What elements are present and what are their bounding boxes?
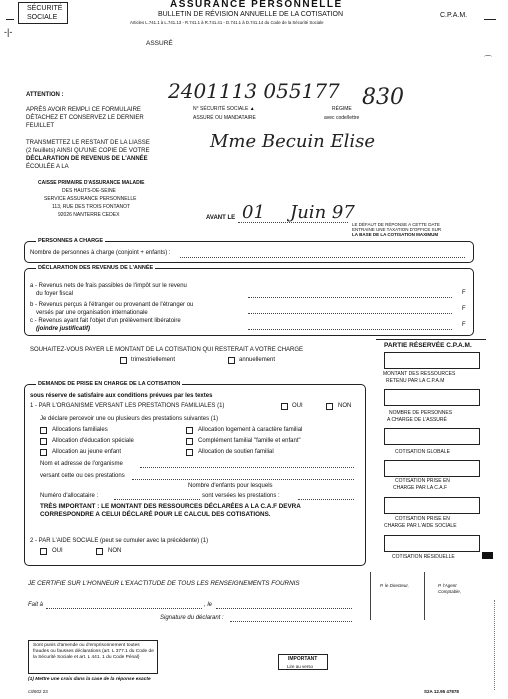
allocation-label: Allocation au jeune enfant [52, 449, 122, 455]
margin-cross: -|- [4, 27, 13, 37]
caisse-line: 92026 NANTERRE CEDEX [58, 212, 120, 218]
revenu-c-field[interactable] [248, 329, 452, 330]
revenu-b-label: b - Revenus perçus à l'étranger ou provenant de l'étranger ou [30, 302, 194, 308]
prise-declare: Je déclare percevoir une ou plusieurs des prestations suivantes (1) [40, 416, 219, 422]
education-speciale-checkbox[interactable] [40, 438, 47, 445]
allocation-label: Allocation de soutien familial [198, 449, 274, 455]
versant-label: versant cette ou ces prestations [40, 473, 125, 479]
scan-artifact [494, 600, 496, 690]
num-allocataire-label: Numéro d'allocataire : [40, 493, 99, 499]
fait-a-field[interactable] [46, 608, 202, 609]
attention-line: FEUILLET [26, 123, 55, 129]
allocation-label: Allocation d'éducation spéciale [52, 438, 134, 444]
allocations-familiales-checkbox[interactable] [40, 427, 47, 434]
date-field[interactable] [216, 608, 352, 609]
cpam-field-personnes[interactable] [384, 389, 480, 406]
assure-label: ASSURÉ [146, 40, 173, 47]
deadline-day[interactable]: 01 [242, 202, 265, 223]
annuel-checkbox[interactable] [228, 357, 235, 364]
black-marker [482, 552, 493, 559]
num-ss-label: N° SÉCURITÉ SOCIALE ▲ [193, 106, 255, 112]
important-note: CORRESPONDRE A CELUI DÉCLARÉ POUR LE CALCUL DES COTISATIONS. [40, 511, 271, 518]
important-box[interactable] [278, 654, 328, 670]
form-title: ASSURANCE PERSONNELLE [170, 0, 343, 10]
revenu-c-label: (joindre justificatif) [36, 326, 90, 332]
nb-enfants-label: Nombre d'enfants pour lesquels [188, 483, 273, 489]
allocation-logement-checkbox[interactable] [186, 427, 193, 434]
allocation-label: Allocations familiales [52, 427, 108, 433]
trimestriel-label: trimestriellement [131, 357, 176, 363]
prise-legend: DEMANDE DE PRISE EN CHARGE DE LA COTISATION [38, 381, 181, 387]
cpam-label: NOMBRE DE PERSONNES [389, 410, 453, 416]
sont-versees-label: sont versées les prestations : [202, 493, 280, 499]
paiement-question: SOUHAITEZ-VOUS PAYER LE MONTANT DE LA COTISATION QUI RESTERAIT A VOTRE CHARGE [30, 347, 304, 353]
cpam-label: MONTANT DES RESSOURCES [383, 371, 456, 377]
revenu-b-field[interactable] [248, 313, 452, 314]
nom-organisme-field[interactable] [140, 467, 354, 468]
margin-mark [6, 19, 14, 20]
assure-mandataire-label: ASSURÉ OU MANDATAIRE [193, 115, 256, 121]
num-allocataire-field[interactable] [114, 499, 200, 500]
versant-field[interactable] [132, 479, 354, 480]
deadline-month[interactable]: Juin 97 [290, 202, 355, 223]
personnes-field[interactable] [180, 257, 465, 258]
attention-line: (2 feuillets) AINSI QU'UNE COPIE DE VOTRE [26, 148, 150, 154]
important-note: TRÈS IMPORTANT : LE MONTANT DES RESSOURCES DÉCLARÉES A LA C.A.F DEVRA [40, 503, 301, 510]
deadline-line [238, 222, 348, 223]
cpam-label: CHARGE PAR L'AIDE SOCIALE [384, 523, 457, 529]
complement-familial-checkbox[interactable] [186, 438, 193, 445]
cpam-field-residuelle[interactable] [384, 535, 480, 552]
nom-organisme-label: Nom et adresse de l'organisme [40, 461, 123, 467]
attention-line: ÉCOULÉE A LA [26, 164, 69, 170]
director-label: P. le Directeur, [380, 583, 409, 588]
penalty-box [28, 640, 158, 674]
separator [424, 572, 425, 620]
certification: JE CERTIFIE SUR L'HONNEUR L'EXACTITUDE DE TOUS LES RENSEIGNEMENTS FOURNIS [28, 580, 300, 587]
revenus-legend: DÉCLARATION DES REVENUS DE L'ANNÉE [38, 265, 154, 271]
q2-non-checkbox[interactable] [96, 548, 103, 555]
insured-name[interactable]: Mme Becuin Elise [210, 131, 376, 152]
trimestriel-checkbox[interactable] [120, 357, 127, 364]
jeune-enfant-checkbox[interactable] [40, 449, 47, 456]
cpam-reserved-title: PARTIE RÉSERVÉE C.P.A.M. [384, 342, 472, 349]
margin-dash: ⌒ [484, 55, 492, 64]
deadline-label: AVANT LE [206, 215, 236, 221]
prise-q1: 1 - PAR L'ORGANISME VERSANT LES PRESTATIONS FAMILIALES (1) [30, 403, 225, 409]
regime-label: RÉGIME [332, 106, 352, 112]
attention-line: DÉCLARATION DE REVENUS DE L'ANNÉE [26, 156, 148, 162]
revenu-b-label: versés par une organisation internationale [36, 310, 148, 316]
q1-non-label: NON [338, 403, 352, 409]
annuel-label: annuellement [239, 357, 276, 363]
revenu-a-label: du foyer fiscal [36, 291, 74, 297]
attention-line: TRANSMETTEZ LE RESTANT DE LA LIASSE [26, 140, 150, 146]
attention-line: DÉTACHEZ ET CONSERVEZ LE DERNIER [26, 115, 144, 121]
regime-value[interactable]: 830 [362, 85, 404, 110]
currency-b: F [462, 306, 466, 312]
revenu-a-label: a - Revenus nets de frais passibles de l'impôt sur le revenu [30, 283, 187, 289]
deadline-note: ENTRAINE UNE TAXATION D'OFFICE SUR [352, 227, 442, 232]
attention-line: APRÈS AVOIR REMPLI CE FORMULAIRE [26, 107, 141, 113]
revenu-c-label: c - Revenus ayant fait l'objet d'un prélèvement libératoire [30, 318, 181, 324]
cpam-field-globale[interactable] [384, 428, 480, 445]
currency-a: F [462, 290, 466, 296]
q2-oui-label: OUI [52, 548, 63, 554]
cpam-label: RETENU PAR LA C.P.A.M [386, 378, 445, 384]
revenu-a-field[interactable] [248, 297, 452, 298]
bottom-reference: S2A 12.95 47878 [424, 689, 459, 694]
prise-reserve: sous réserve de satisfaire aux conditions prévues par les textes [30, 393, 213, 399]
footnote: (1) Mettre une croix dans la case de la réponse exacte [28, 677, 151, 682]
important-title: IMPORTANT [288, 656, 318, 662]
deadline-note: LA BASE DE LA COTISATION MAXIMUM [352, 232, 439, 237]
cpam-divider [376, 339, 486, 340]
signature-field[interactable] [230, 621, 352, 622]
caisse-line: 113, RUE DES TROIS FONTANOT [52, 204, 131, 210]
q1-oui-checkbox[interactable] [281, 403, 288, 410]
currency-c: F [462, 322, 466, 328]
cpam-field-aide-sociale[interactable] [384, 497, 480, 514]
articles-ref: Articles L.741.1 à L.741.13 - R.741.1 à R.741.41 - D.741.1 à D.741.14 du Code de la Sécurité Sociale [130, 20, 324, 25]
cpam-label: COTISATION RÉSIDUELLE [392, 554, 455, 560]
cpam-field-ressources[interactable] [384, 352, 480, 369]
q2-oui-checkbox[interactable] [40, 548, 47, 555]
form-reference: c3/602 23 [28, 689, 48, 694]
cpam-label: CHARGE PAR LA C.A.F [393, 485, 448, 491]
soutien-familial-checkbox[interactable] [186, 449, 193, 456]
fait-a-label: Fait à [28, 602, 44, 608]
q1-non-checkbox[interactable] [326, 403, 333, 410]
org-line2: SOCIALE [27, 14, 58, 21]
deadline-note: LE DÉFAUT DE RÉPONSE A CETTE DATE [352, 222, 440, 227]
cpam-header: C.P.A.M. [440, 12, 468, 19]
separator [370, 572, 371, 620]
caisse-line: CAISSE PRIMAIRE D'ASSURANCE MALADIE [38, 180, 145, 186]
org-box [18, 2, 68, 24]
cpam-field-caf[interactable] [384, 460, 480, 477]
agent-label: P. l'Agent [438, 583, 457, 588]
form-subtitle: BULLETIN DE RÉVISION ANNUELLE DE LA COTISATION [158, 11, 344, 18]
agent-label: Comptable, [438, 589, 462, 594]
cpam-label: COTISATION GLOBALE [395, 449, 450, 455]
important-subtitle: Lire au verso [287, 664, 314, 669]
q1-oui-label: OUI [292, 403, 303, 409]
signature-label: Signature du déclarant : [160, 615, 224, 621]
caisse-line: DES HAUTS-DE-SEINE [62, 188, 116, 194]
org-line1: SÉCURITÉ [27, 5, 63, 12]
prise-q2: 2 - PAR L'AIDE SOCIALE (peut se cumuler avec la précédente) (1) [30, 538, 209, 544]
code-lettre-label: avec code/lettre [324, 115, 360, 121]
margin-mark [484, 19, 496, 20]
date-label: , le [204, 602, 213, 608]
allocation-label: Allocation logement à caractère familial [198, 427, 303, 433]
allocation-label: Complément familial "famille et enfant" [198, 438, 301, 444]
caisse-line: SERVICE ASSURANCE PERSONNELLE [44, 196, 137, 202]
cpam-label: A CHARGE DE L'ASSURÉ [387, 417, 447, 423]
personnes-label: Nombre de personnes à charge (conjoint + enfants) : [30, 250, 171, 256]
penalty-text: Sont punis d'amende ou d'emprisonnement toutes fraudes ou fausses déclarations (art. L 377.1 du Code de la Sécurité Sociale et art. L 441. 1 du Code Pénal) [33, 643, 154, 660]
attention-label: ATTENTION : [26, 92, 64, 98]
nb-enfants-field[interactable] [298, 499, 354, 500]
social-security-number[interactable]: 2401113 055177 [168, 79, 340, 103]
cpam-label: COTISATION PRISE EN [395, 516, 450, 522]
cpam-label: COTISATION PRISE EN [395, 478, 450, 484]
personnes-legend: PERSONNES A CHARGE [38, 238, 103, 244]
q2-non-label: NON [108, 548, 122, 554]
